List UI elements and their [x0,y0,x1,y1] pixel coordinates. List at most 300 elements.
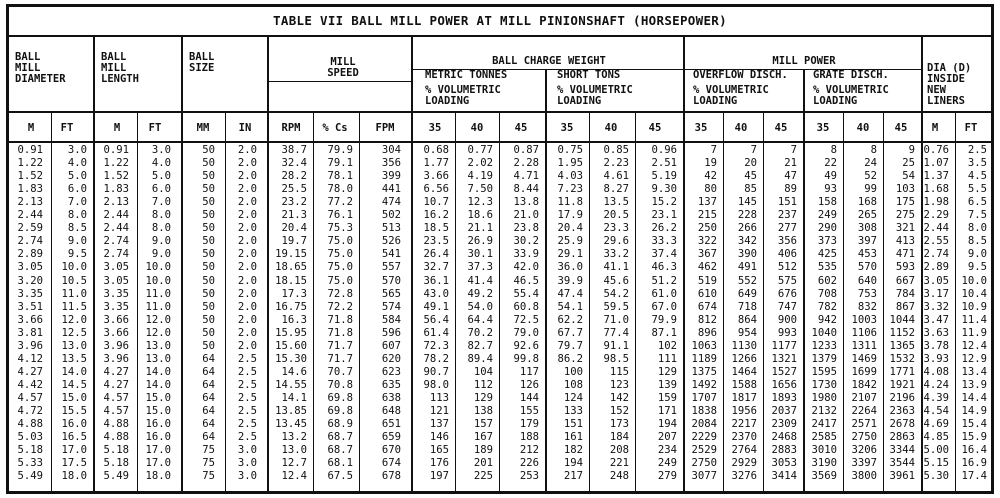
table-cell: 13.85 [275,405,307,417]
table-row [9,315,991,326]
table-cell: 2.89 [923,261,949,274]
table-cell: 2.0 [237,235,257,248]
table-cell: 5.19 [651,170,677,183]
table-cell: 3544 [889,457,915,470]
table-cell: 16.0 [61,418,87,431]
table-cell: 4.54 [923,405,949,417]
table-cell: 64 [202,365,215,378]
table-cell: 8 [830,144,837,156]
table-cell: 194 [657,418,677,431]
table-cell: 79.1 [327,157,353,170]
table-cell: 62.2 [557,313,583,326]
table-cell: 89.4 [467,352,493,365]
table-cell: 747 [777,300,797,313]
table-cell: 784 [895,287,915,300]
table-cell: 4.5 [967,170,987,183]
unit-length-m: M [113,122,121,134]
table-cell: 85 [744,183,757,196]
table-cell: 7.0 [67,196,87,209]
table-cell: 5.15 [923,457,949,470]
table-cell: 3.0 [237,470,257,483]
table-cell: 64 [202,405,215,417]
table-cell: 72.3 [423,339,449,352]
table-cell: 2.0 [237,196,257,209]
table-cell: 2.23 [603,157,629,170]
table-cell: 98.0 [423,378,449,391]
table-cell: 832 [857,300,877,313]
table-cell: 7 [710,144,717,156]
table-cell: 648 [381,405,401,417]
table-cell: 2.74 [103,235,129,248]
table-cell: 513 [381,222,401,235]
header-grate-disch: GRATE DISCH. [813,69,889,81]
table-cell: 607 [381,339,401,352]
table-title: TABLE VII BALL MILL POWER AT MILL PINIONSHAFT (HORSEPOWER) [9,7,991,37]
unit-ball-in: IN [238,122,252,134]
table-cell: 2.5 [237,352,257,365]
table-cell: 16.0 [145,418,171,431]
unit-overflow-40: 40 [734,122,748,134]
table-cell: 3.0 [151,144,171,156]
table-cell: 304 [381,144,401,156]
table-cell: 173 [609,418,629,431]
table-cell: 570 [381,274,401,287]
table-cell: 2.89 [17,248,43,261]
unit-grate-40: 40 [856,122,870,134]
table-cell: 46.3 [651,261,677,274]
table-cell: 4.57 [103,405,129,417]
table-cell: 1771 [889,365,915,378]
table-cell: 42 [704,170,717,183]
table-cell: 2.13 [17,196,43,209]
table-cell: 1321 [771,352,797,365]
table-cell: 26.2 [651,222,677,235]
table-cell: 78.2 [423,352,449,365]
table-cell: 54.2 [603,287,629,300]
table-cell: 13.2 [281,431,307,444]
table-cell: 2037 [771,405,797,417]
table-cell: 782 [817,300,837,313]
table-cell: 237 [777,209,797,222]
table-row [9,380,991,391]
table-cell: 10.7 [423,196,449,209]
table-cell: 5.30 [923,470,949,483]
table-cell: 1.98 [923,196,949,209]
table-cell: 11.0 [145,287,171,300]
table-cell: 8.5 [67,222,87,235]
header-short-tons: SHORT TONS [557,69,621,81]
table-cell: 406 [777,248,797,261]
table-cell: 2.5 [967,144,987,156]
table-cell: 50 [202,196,215,209]
table-cell: 59.5 [603,300,629,313]
table-cell: 541 [381,248,401,261]
table-cell: 82.7 [467,339,493,352]
table-cell: 64 [202,418,215,431]
table-cell: 13.8 [513,196,539,209]
table-cell: 1375 [691,365,717,378]
table-cell: 2.5 [237,418,257,431]
table-cell: 3.66 [423,170,449,183]
table-cell: 212 [519,444,539,457]
table-cell: 23.2 [281,196,307,209]
table-cell: 75 [202,457,215,470]
table-cell: 565 [381,287,401,300]
table-cell: 5.00 [923,444,949,457]
table-sheet [6,4,994,494]
table-cell: 4.57 [17,391,43,404]
table-cell: 158 [817,196,837,209]
table-cell: 50 [202,274,215,287]
table-cell: 10.0 [61,261,87,274]
table-cell: 39.9 [557,274,583,287]
table-cell: 1.07 [923,157,949,170]
table-cell: 3569 [811,470,837,483]
table-cell: 139 [657,378,677,391]
table-cell: 50 [202,209,215,222]
table-cell: 32.7 [423,261,449,274]
unit-metric-40: 40 [470,122,484,134]
table-cell: 12.0 [61,313,87,326]
table-cell: 659 [381,431,401,444]
table-cell: 2.0 [237,300,257,313]
table-row [9,328,991,339]
table-row [9,262,991,273]
table-cell: 4.39 [923,391,949,404]
table-cell: 77.2 [327,196,353,209]
table-cell: 103 [895,183,915,196]
table-cell: 2.0 [237,144,257,156]
table-cell: 1980 [811,391,837,404]
table-cell: 121 [429,405,449,417]
table-cell: 942 [817,313,837,326]
table-cell: 182 [563,444,583,457]
table-cell: 11.0 [145,300,171,313]
table-cell: 3.96 [103,339,129,352]
table-cell: 56.4 [423,313,449,326]
table-cell: 2529 [691,444,717,457]
table-cell: 234 [657,444,677,457]
table-cell: 0.68 [423,144,449,156]
table-cell: 87.1 [651,326,677,339]
table-cell: 557 [381,261,401,274]
table-cell: 2750 [851,431,877,444]
table-row [9,145,991,156]
table-cell: 3.17 [923,287,949,300]
table-cell: 2084 [691,418,717,431]
table-cell: 10.5 [61,274,87,287]
table-cell: 75.0 [327,248,353,261]
table-cell: 1044 [889,313,915,326]
rule-h-sub [411,69,683,70]
table-cell: 397 [857,235,877,248]
table-cell: 367 [697,248,717,261]
table-cell: 5.18 [103,444,129,457]
table-cell: 1003 [851,313,877,326]
table-cell: 390 [737,248,757,261]
table-cell: 50 [202,248,215,261]
table-cell: 29.1 [557,248,583,261]
table-cell: 678 [381,470,401,483]
table-cell: 33.2 [603,248,629,261]
header-volumetric-loading-short: % VOLUMETRIC LOADING [557,84,633,107]
table-cell: 1527 [771,365,797,378]
table-cell: 9.5 [67,248,87,261]
header-ball-size: BALL SIZE [189,51,215,74]
table-cell: 575 [777,274,797,287]
table-cell: 275 [895,209,915,222]
table-cell: 1817 [731,391,757,404]
table-cell: 11.8 [557,196,583,209]
table-cell: 812 [697,313,717,326]
table-cell: 474 [381,196,401,209]
table-cell: 129 [657,365,677,378]
table-cell: 593 [895,261,915,274]
table-cell: 104 [473,365,493,378]
unit-dia-ft: FT [964,122,978,134]
table-cell: 5.0 [151,170,171,183]
table-cell: 2.0 [237,170,257,183]
table-cell: 1656 [771,378,797,391]
table-cell: 253 [519,470,539,483]
table-cell: 50 [202,261,215,274]
unit-diameter-ft: FT [60,122,74,134]
table-cell: 1266 [731,352,757,365]
table-cell: 117 [519,365,539,378]
table-cell: 75.0 [327,235,353,248]
table-row [9,367,991,378]
table-cell: 72.8 [327,287,353,300]
table-cell: 5.03 [17,431,43,444]
table-cell: 584 [381,313,401,326]
table-cell: 69.8 [327,391,353,404]
table-cell: 54.0 [467,300,493,313]
table-cell: 670 [381,444,401,457]
table-cell: 78.1 [327,170,353,183]
rule-h-sub [683,69,921,70]
table-cell: 2107 [851,391,877,404]
table-cell: 4.0 [151,157,171,170]
table-cell: 3.05 [923,274,949,287]
table-cell: 208 [609,444,629,457]
unit-length-ft: FT [148,122,162,134]
table-cell: 1.68 [923,183,949,196]
table-cell: 79.9 [327,144,353,156]
table-cell: 138 [473,405,493,417]
table-cell: 47 [784,170,797,183]
table-cell: 2.74 [17,235,43,248]
table-cell: 70.2 [467,326,493,339]
table-cell: 2.5 [237,378,257,391]
table-cell: 14.1 [281,391,307,404]
table-cell: 2.0 [237,248,257,261]
table-row [9,406,991,417]
table-cell: 18.0 [145,470,171,483]
table-cell: 23.8 [513,222,539,235]
table-row [9,393,991,404]
table-cell: 19.7 [281,235,307,248]
table-cell: 26.9 [467,235,493,248]
table-cell: 79.9 [651,313,677,326]
table-cell: 5.18 [17,444,43,457]
table-cell: 49.1 [423,300,449,313]
table-cell: 2.5 [237,365,257,378]
table-cell: 207 [657,431,677,444]
table-cell: 14.6 [281,365,307,378]
table-cell: 610 [697,287,717,300]
table-cell: 896 [697,326,717,339]
table-cell: 3206 [851,444,877,457]
table-cell: 4.72 [17,405,43,417]
table-cell: 321 [895,222,915,235]
table-cell: 15.4 [961,418,987,431]
table-cell: 50 [202,339,215,352]
table-cell: 22 [824,157,837,170]
table-cell: 67.0 [651,300,677,313]
table-cell: 64 [202,378,215,391]
table-cell: 108 [563,378,583,391]
table-cell: 1921 [889,378,915,391]
table-cell: 535 [817,261,837,274]
table-cell: 98.5 [603,352,629,365]
table-cell: 28.2 [281,170,307,183]
table-cell: 115 [609,365,629,378]
table-cell: 4.19 [467,170,493,183]
table-cell: 4.69 [923,418,949,431]
table-cell: 1189 [691,352,717,365]
table-cell: 68.7 [327,444,353,457]
table-cell: 620 [381,352,401,365]
table-cell: 6.56 [423,183,449,196]
table-cell: 100 [563,365,583,378]
table-cell: 16.2 [423,209,449,222]
table-cell: 1152 [889,326,915,339]
table-cell: 15.2 [651,196,677,209]
table-cell: 0.91 [17,144,43,156]
table-cell: 67.5 [327,470,353,483]
table-cell: 574 [381,300,401,313]
header-volumetric-loading-grate: % VOLUMETRIC LOADING [813,84,889,107]
table-cell: 462 [697,261,717,274]
table-cell: 70.7 [327,365,353,378]
header-overflow-disch: OVERFLOW DISCH. [693,69,788,81]
table-cell: 45 [744,170,757,183]
table-cell: 3053 [771,457,797,470]
table-cell: 14.4 [961,391,987,404]
table-cell: 12.4 [961,339,987,352]
table-cell: 14.55 [275,378,307,391]
table-cell: 3.32 [923,300,949,313]
table-cell: 71.7 [327,352,353,365]
table-cell: 4.27 [103,378,129,391]
unit-diameter-m: M [27,122,35,134]
table-cell: 194 [563,457,583,470]
table-cell: 4.61 [603,170,629,183]
table-cell: 4.88 [17,418,43,431]
table-row [9,419,991,430]
table-cell: 3961 [889,470,915,483]
table-cell: 638 [381,391,401,404]
table-cell: 75.3 [327,222,353,235]
table-cell: 50 [202,183,215,196]
table-cell: 30.2 [513,235,539,248]
table-cell: 49.2 [467,287,493,300]
table-cell: 3.47 [923,313,949,326]
table-cell: 12.9 [961,352,987,365]
table-cell: 61.0 [651,287,677,300]
table-cell: 20.5 [603,209,629,222]
table-cell: 3800 [851,470,877,483]
table-cell: 667 [895,274,915,287]
unit-fpm: FPM [375,122,395,134]
table-cell: 137 [697,196,717,209]
table-cell: 7.50 [467,183,493,196]
table-cell: 91.1 [603,339,629,352]
table-cell: 75.0 [327,274,353,287]
header-mill-speed: MILL SPEED [327,56,359,79]
table-cell: 2.0 [237,274,257,287]
table-cell: 179 [519,418,539,431]
table-cell: 64 [202,431,215,444]
table-cell: 1130 [731,339,757,352]
table-cell: 52 [864,170,877,183]
table-cell: 0.77 [467,144,493,156]
table-cell: 50 [202,235,215,248]
table-cell: 9.0 [967,248,987,261]
table-cell: 1699 [851,365,877,378]
table-row [9,354,991,365]
table-cell: 37.3 [467,261,493,274]
table-cell: 5.5 [967,183,987,196]
table-cell: 13.0 [145,352,171,365]
header-volumetric-loading-overflow: % VOLUMETRIC LOADING [693,84,769,107]
table-cell: 3.05 [17,261,43,274]
table-cell: 49 [824,170,837,183]
table-cell: 19.15 [275,248,307,261]
table-cell: 60.8 [513,300,539,313]
table-cell: 1492 [691,378,717,391]
table-cell: 708 [817,287,837,300]
table-cell: 225 [473,470,493,483]
table-cell: 4.12 [17,352,43,365]
table-cell: 18.15 [275,274,307,287]
table-cell: 8.44 [513,183,539,196]
table-cell: 3.05 [103,261,129,274]
table-cell: 167 [473,431,493,444]
table-cell: 15.60 [275,339,307,352]
header-dia-inside-new-liners: DIA (D) INSIDE NEW LINERS [927,62,972,107]
table-cell: 9.0 [151,248,171,261]
table-cell: 11.4 [961,313,987,326]
table-cell: 4.88 [103,418,129,431]
table-cell: 68.1 [327,457,353,470]
table-cell: 36.1 [423,274,449,287]
table-row [9,197,991,208]
table-cell: 75.0 [327,261,353,274]
table-cell: 8.0 [967,222,987,235]
table-cell: 75 [202,444,215,457]
table-cell: 50 [202,287,215,300]
rule-h-header [9,111,991,113]
table-cell: 2.0 [237,326,257,339]
table-cell: 15.0 [145,391,171,404]
unit-ball-mm: MM [196,122,210,134]
table-cell: 14.0 [145,378,171,391]
table-cell: 651 [381,418,401,431]
table-cell: 13.0 [145,339,171,352]
table-cell: 2.74 [103,248,129,261]
table-cell: 76.1 [327,209,353,222]
